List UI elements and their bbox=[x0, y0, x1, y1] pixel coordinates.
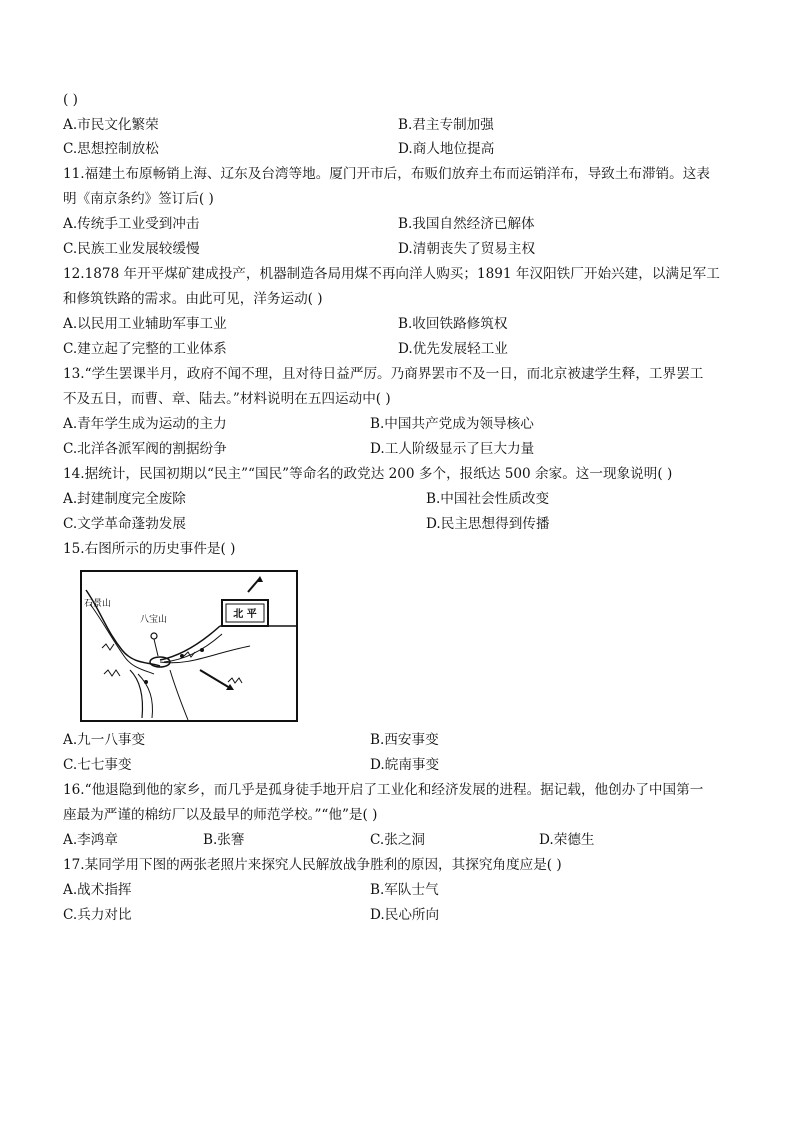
q10-option-a[interactable]: A.市民文化繁荣 bbox=[63, 117, 159, 133]
q13-option-b[interactable]: B.中国共产党成为领导核心 bbox=[370, 416, 534, 432]
q12-stem-line2: 和修筑铁路的需求。由此可见，洋务运动( ) bbox=[63, 291, 323, 307]
q12-option-b[interactable]: B.收回铁路修筑权 bbox=[398, 316, 508, 332]
q12-stem-line1: 12.1878 年开平煤矿建成投产，机器制造各局用煤不再向洋人购买；1891 年汉阳铁厂开始兴建，以满足军工 bbox=[63, 266, 720, 282]
q11-option-c[interactable]: C.民族工业发展较缓慢 bbox=[63, 241, 200, 257]
q13-stem-line1: 13.“学生罢课半月，政府不闻不理，且对待日益严厉。乃商界罢市不及一日，而北京被逮学生释，工界罢工 bbox=[63, 366, 704, 382]
q16-option-d[interactable]: D.荣德生 bbox=[539, 832, 595, 848]
q10-option-c[interactable]: C.思想控制放松 bbox=[63, 141, 159, 157]
q10-option-b[interactable]: B.君主专制加强 bbox=[398, 117, 494, 133]
q10-answer-blank: ( ) bbox=[63, 92, 78, 108]
q14-option-b[interactable]: B.中国社会性质改变 bbox=[426, 491, 550, 507]
q17-option-b[interactable]: B.军队士气 bbox=[370, 882, 439, 898]
q16-stem-line1: 16.“他退隐到他的家乡，而几乎是孤身徒手地开启了工业化和经济发展的进程。据记载，他创办了中国第一 bbox=[63, 782, 704, 798]
q15-map-svg bbox=[80, 570, 298, 722]
map-frame bbox=[81, 571, 297, 721]
q11-stem-line2: 明《南京条约》签订后( ) bbox=[63, 191, 214, 207]
q10-option-d[interactable]: D.商人地位提高 bbox=[398, 141, 495, 157]
q14-stem-line1: 14.据统计，民国初期以“民主”“国民”等命名的政党达 200 多个，报纸达 500 余家。这一现象说明( ) bbox=[63, 466, 673, 482]
q15-option-a[interactable]: A.九一八事变 bbox=[63, 732, 146, 748]
q15-stem-line1: 15.右图所示的历史事件是( ) bbox=[63, 541, 236, 557]
q17-option-c[interactable]: C.兵力对比 bbox=[63, 907, 132, 923]
q15-historical-map bbox=[80, 570, 298, 722]
q13-option-a[interactable]: A.青年学生成为运动的主力 bbox=[63, 416, 227, 432]
q16-stem-line2: 座最为严谨的棉纺厂以及最早的师范学校。”“他”是( ) bbox=[63, 807, 378, 823]
q12-option-c[interactable]: C.建立起了完整的工业体系 bbox=[63, 341, 227, 357]
q17-option-a[interactable]: A.战术指挥 bbox=[63, 882, 132, 898]
q11-stem-line1: 11.福建土布原畅销上海、辽东及台湾等地。厦门开市后，布贩们放弃土布而运销洋布，导致土布滞销。这表 bbox=[63, 166, 710, 182]
q11-option-b[interactable]: B.我国自然经济已解体 bbox=[398, 216, 535, 232]
q11-option-a[interactable]: A.传统手工业受到冲击 bbox=[63, 216, 200, 232]
q14-option-a[interactable]: A.封建制度完全废除 bbox=[63, 491, 186, 507]
q15-option-d[interactable]: D.皖南事变 bbox=[370, 757, 440, 773]
q16-option-b[interactable]: B.张謇 bbox=[203, 832, 245, 848]
map-town-dot-3 bbox=[144, 680, 148, 684]
q11-option-d[interactable]: D.清朝丧失了贸易主权 bbox=[398, 241, 536, 257]
q13-option-d[interactable]: D.工人阶级显示了巨大力量 bbox=[370, 441, 535, 457]
q13-option-c[interactable]: C.北洋各派军阀的割据纷争 bbox=[63, 441, 227, 457]
q12-option-a[interactable]: A.以民用工业辅助军事工业 bbox=[63, 316, 227, 332]
q15-option-b[interactable]: B.西安事变 bbox=[370, 732, 439, 748]
q13-stem-line2: 不及五日，而曹、章、陆去。”材料说明在五四运动中( ) bbox=[63, 391, 391, 407]
map-town-dot-2 bbox=[200, 648, 204, 652]
q16-option-a[interactable]: A.李鸿章 bbox=[63, 832, 118, 848]
babaoshan-label: 八宝山 bbox=[140, 615, 168, 625]
q14-option-d[interactable]: D.民主思想得到传播 bbox=[426, 516, 550, 532]
q17-stem-line1: 17.某同学用下图的两张老照片来探究人民解放战争胜利的原因，其探究角度应是( ) bbox=[63, 857, 562, 873]
shijingshan-label: 石景山 bbox=[84, 599, 112, 609]
q16-option-c[interactable]: C.张之洞 bbox=[370, 832, 426, 848]
q14-option-c[interactable]: C.文学革命蓬勃发展 bbox=[63, 516, 186, 532]
map-town-dot-1 bbox=[180, 654, 184, 658]
q17-option-d[interactable]: D.民心所向 bbox=[370, 907, 440, 923]
q12-option-d[interactable]: D.优先发展轻工业 bbox=[398, 341, 508, 357]
q15-option-c[interactable]: C.七七事变 bbox=[63, 757, 132, 773]
beiping-label: 北 平 bbox=[233, 609, 257, 620]
